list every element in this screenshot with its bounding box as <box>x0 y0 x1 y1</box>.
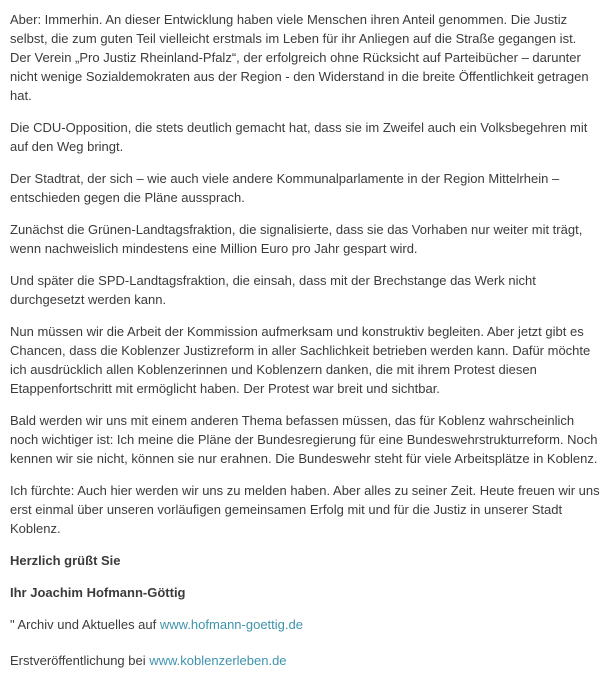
first-publication-line <box>10 651 600 670</box>
archive-line-prefix: " Archiv und Aktuelles auf <box>10 617 160 632</box>
paragraph-gruene-fraktion: Zunächst die Grünen-Landtagsfraktion, die signalisierte, dass sie das Vorhaben nur weiter mit trägt, wenn nachweislich mindestens eine Million Euro pro Jahr gespart wird. <box>10 222 583 256</box>
paragraph-intro-achievement: Aber: Immerhin. An dieser Entwicklung haben viele Menschen ihren Anteil genommen. Die Justiz selbst, die zum guten Teil vielleicht erstmals im Leben für ihr Anliegen auf die Straße gegangen ist. Der Verein „Pro Justiz Rheinland-Pfalz“, der erfolgreich ohne Rücksicht auf Parteibücher – darunter nicht wenige Sozialdemokraten aus der Region - den Widerstand in die breite Öffentlichkeit getragen hat. <box>10 12 589 103</box>
closing-salutation: Herzlich grüßt Sie <box>10 553 121 568</box>
paragraph-fazit: Ich fürchte: Auch hier werden wir uns zu melden haben. Aber alles zu seiner Zeit. Heute freuen wir uns erst einmal über unseren vorläufigen gemeinsamen Erfolg mit und für die Justiz in unserer Stadt Koblenz. <box>10 483 600 536</box>
koblenzerleben-link[interactable]: www.koblenzerleben.de <box>149 653 287 668</box>
paragraph-cdu-opposition: Die CDU-Opposition, die stets deutlich gemacht hat, dass sie im Zweifel auch ein Volksbegehren mit auf den Weg bringt. <box>10 120 588 154</box>
paragraph-kommission: Nun müssen wir die Arbeit der Kommission aufmerksam und konstruktiv begleiten. Aber jetzt gibt es Chancen, dass die Koblenzer Justizreform in aller Sachlichkeit betrieben werden kann. Dafür möchte ich ausdrücklich allen Koblenzerinnen und Koblenzern danken, die mit ihrem Protest diesen Etappenfortschritt mit ermöglicht haben. Der Protest war breit und sichtbar. <box>10 324 591 396</box>
closing-signature-name: Ihr Joachim Hofmann-Göttig <box>10 585 186 600</box>
paragraph-spd-fraktion: Und später die SPD-Landtagsfraktion, die einsah, dass mit der Brechstange das Werk nicht durchgesetzt werden kann. <box>10 273 536 307</box>
paragraph-stadtrat: Der Stadtrat, der sich – wie auch viele andere Kommunalparlamente in der Region Mittelrhein – entschieden gegen die Pläne aussprach. <box>10 171 560 205</box>
first-publication-prefix: Erstveröffentlichung bei <box>10 653 150 668</box>
archive-line <box>10 615 600 634</box>
paragraph-bundeswehr: Bald werden wir uns mit einem anderen Thema befassen müssen, das für Koblenz wahrscheinlich noch wichtiger ist: Ich meine die Pläne der Bundesregierung für eine Bundeswehrstrukturreform. Noch kennen wir sie nicht, können sie nur erahnen. Die Bundeswehr steht für viele Arbeitsplätze in Koblenz. <box>10 413 598 466</box>
hofmann-goettig-link[interactable]: www.hofmann-goettig.de <box>159 617 303 632</box>
